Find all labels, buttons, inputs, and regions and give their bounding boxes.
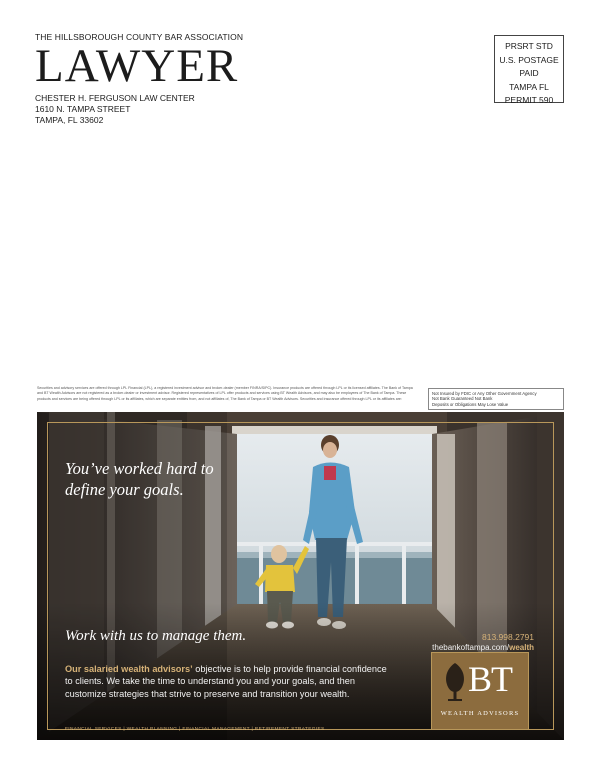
magazine-title: LAWYER: [35, 40, 239, 92]
address-line-2: 1610 N. TAMPA STREET: [35, 104, 131, 114]
fdic-line-1: Not Insured by FDIC or Any Other Government Agency: [432, 391, 537, 396]
masthead: [35, 32, 243, 126]
ad-headline-line-1: You’ve worked hard to: [65, 459, 214, 478]
postage-indicia: [494, 35, 564, 103]
bt-wealth-advisors-logo: [431, 652, 529, 730]
ad-body-copy: [65, 663, 395, 700]
address-line-3: TAMPA, FL 33602: [35, 115, 104, 125]
logo-letters: BT: [468, 659, 513, 699]
return-address: [35, 93, 243, 126]
ad-website: [432, 643, 534, 652]
ad-website-prefix: thebankoftampa.com/: [432, 643, 510, 652]
advertisement: [37, 412, 564, 740]
ad-phone-number: 813.998.2791: [482, 632, 534, 642]
fdic-line-2: Not Bank Guaranteed Not Bank: [432, 396, 493, 402]
ad-body-highlight: Our salaried wealth advisors’: [65, 664, 193, 674]
postage-line-1: PRSRT STD: [505, 41, 553, 51]
postage-line-4: TAMPA FL: [509, 81, 549, 92]
fdic-line-3: Deposits or Obligations May Lose Value: [432, 401, 509, 407]
ad-body-rest: objective is to help provide financial confidence to clients. We take the time to understand you and your goals, and then customize strategies that strive to preserve and transition your wealth.: [65, 664, 387, 699]
ad-subheadline: Work with us to manage them.: [65, 628, 247, 644]
ad-headline: [65, 458, 265, 500]
tree-icon: [442, 661, 468, 703]
ad-services-list: FINANCIAL SERVICES | WEALTH PLANNING | FINANCIAL MANAGEMENT | RETIREMENT STRATEGIES: [65, 727, 325, 732]
fdic-notice-box: [428, 388, 564, 410]
logo-subtitle: WEALTH ADVISORS: [440, 710, 520, 717]
postage-line-2: U.S. POSTAGE: [499, 54, 559, 65]
legal-disclaimer: Securities and advisory services are offered through LPL Financial (LPL), a registered investment advisor and broker-dealer (member FINRA/SIPC). Insurance products are offered through LPL or its licensed affiliates. The Bank of Tampa and BT Wealth Advisors are not registered as a broker-dealer or investment advisor. Registered representatives of LPL offer products and services using BT Wealth Advisors, and may also be employees of The Bank of Tampa. These products and services are being offered through LPL or its affiliates, which are separate entities from, and not affiliates of, The Bank of Tampa or BT Wealth Advisors. Securities and insurance offered through LPL or its affiliates are:: [37, 386, 413, 401]
association-name: THE HILLSBOROUGH COUNTY BAR ASSOCIATION: [35, 32, 244, 42]
ad-website-suffix: wealth: [509, 643, 534, 652]
postage-line-3: PAID: [519, 68, 539, 78]
ad-headline-line-2: define your goals.: [65, 480, 184, 499]
postage-line-5: PERMIT 590: [504, 95, 554, 105]
address-line-1: CHESTER H. FERGUSON LAW CENTER: [35, 93, 195, 103]
